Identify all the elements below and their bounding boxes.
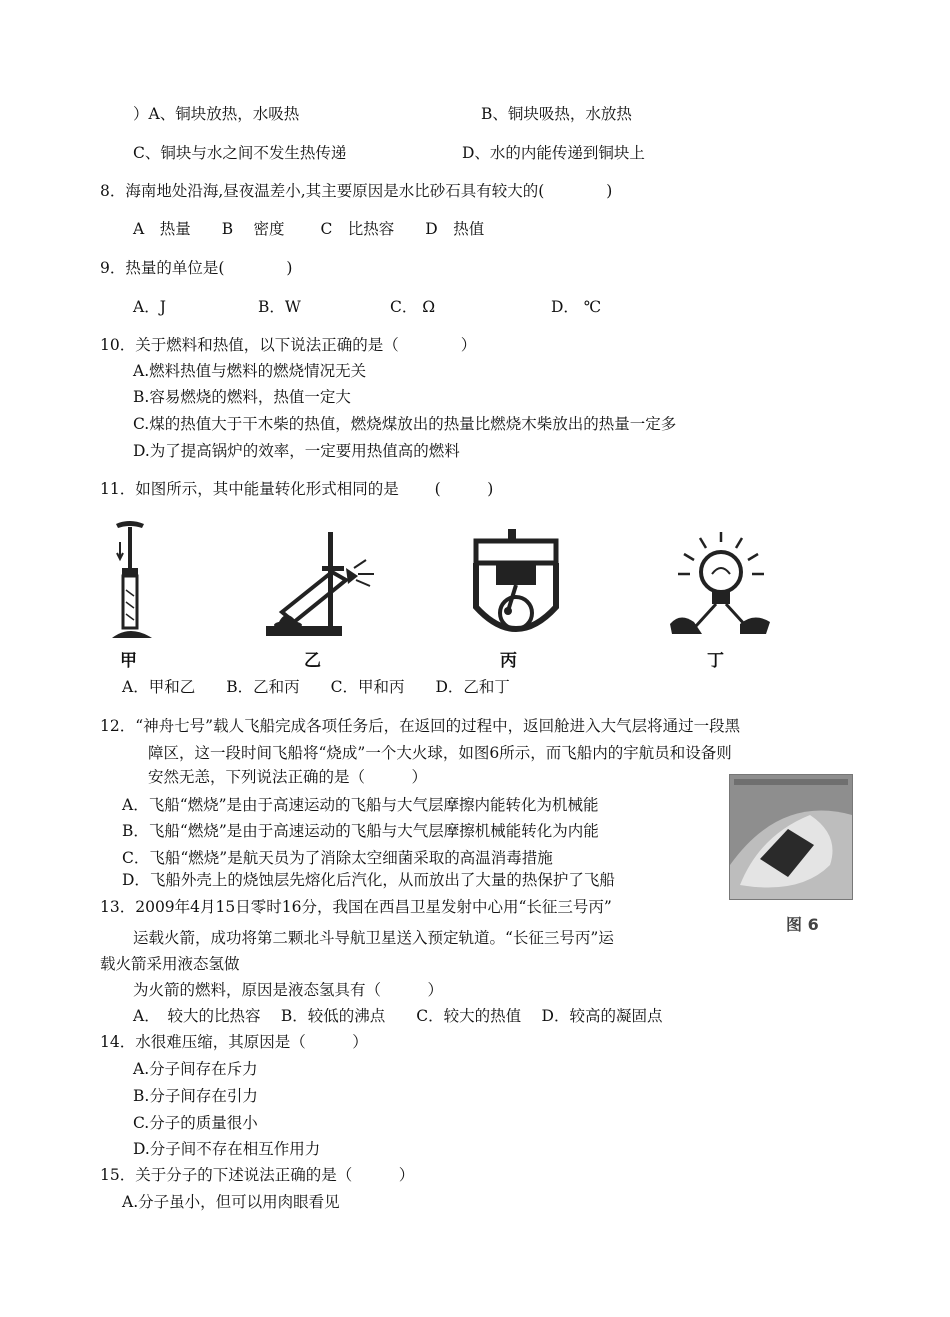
figure-jia-syringe xyxy=(108,520,158,645)
q12-stem-line1: 12．“神舟七号”载人飞船完成各项任务后，在返回的过程中，返回舱进入大气层将通过一段黑 xyxy=(100,717,741,735)
q12-stem-line3: 安然无恙，下列说法正确的是（ ） xyxy=(148,768,428,786)
figure-caption-jia: 甲 xyxy=(120,651,137,671)
q13-options: A． 较大的比热容 B．较低的沸点 C．较大的热值 D．较高的凝固点 xyxy=(133,1007,663,1025)
figure-6-label: 图 6 xyxy=(786,915,819,934)
q9-option-d: D． ℃ xyxy=(551,298,602,316)
q9-option-a: A．J xyxy=(133,298,166,316)
q8-stem: 8．海南地处沿海,昼夜温差小,其主要原因是水比砂石具有较大的( ) xyxy=(100,182,613,200)
q7-option-a: ）A、铜块放热，水吸热 xyxy=(133,105,300,123)
q10-option-d: D.为了提高锅炉的效率，一定要用热值高的燃料 xyxy=(133,442,460,460)
q12-option-d: D．飞船外壳上的烧蚀层先熔化后汽化，从而放出了大量的热保护了飞船 xyxy=(122,871,615,889)
figure-ding-light-bulb xyxy=(666,528,776,640)
q12-option-b: B．飞船“燃烧”是由于高速运动的飞船与大气层摩擦机械能转化为内能 xyxy=(122,822,599,840)
q14-option-b: B.分子间存在引力 xyxy=(133,1087,258,1105)
q13-stem-line2: 运载火箭，成功将第二颗北斗导航卫星送入预定轨道。“长征三号丙”运 xyxy=(133,929,614,947)
q12-option-a: A．飞船“燃烧”是由于高速运动的飞船与大气层摩擦内能转化为机械能 xyxy=(122,796,599,814)
q14-option-a: A.分子间存在斥力 xyxy=(133,1060,258,1078)
q9-stem: 9．热量的单位是( ) xyxy=(100,259,293,277)
figure-caption-yi: 乙 xyxy=(304,651,321,671)
figure-bing-engine xyxy=(472,527,560,643)
figure-caption-bing: 丙 xyxy=(500,651,517,671)
q12-option-c: C．飞船“燃烧”是航天员为了消除太空细菌采取的高温消毒措施 xyxy=(122,849,553,867)
q8-options: A 热量 B 密度 C 比热容 D 热值 xyxy=(133,220,485,238)
q12-stem-line2: 障区，这一段时间飞船将“烧成”一个大火球，如图6所示，而飞船内的宇航员和设备则 xyxy=(148,744,732,762)
q13-stem-line4: 为火箭的燃料，原因是液态氢具有（ ） xyxy=(133,981,444,999)
q9-option-c: C． Ω xyxy=(390,298,436,316)
q7-option-c: C、铜块与水之间不发生热传递 xyxy=(133,144,347,162)
q10-option-c: C.煤的热值大于干木柴的热值，燃烧煤放出的热量比燃烧木柴放出的热量一定多 xyxy=(133,415,677,433)
figure-6-spacecraft-photo xyxy=(729,774,853,900)
q11-stem: 11．如图所示，其中能量转化形式相同的是 ( ) xyxy=(100,480,494,498)
figure-caption-ding: 丁 xyxy=(707,651,724,671)
q7-option-d: D、水的内能传递到铜块上 xyxy=(462,144,645,162)
q10-option-a: A.燃料热值与燃料的燃烧情况无关 xyxy=(133,362,367,380)
q10-stem: 10．关于燃料和热值，以下说法正确的是（ ） xyxy=(100,336,477,354)
q14-stem: 14．水很难压缩，其原因是（ ） xyxy=(100,1033,368,1051)
q10-option-b: B.容易燃烧的燃料，热值一定大 xyxy=(133,388,351,406)
q15-stem: 15．关于分子的下述说法正确的是（ ） xyxy=(100,1166,415,1184)
q13-stem-line3: 载火箭采用液态氢做 xyxy=(100,955,240,973)
q9-option-b: B．W xyxy=(258,298,301,316)
q7-option-b: B、铜块吸热，水放热 xyxy=(481,105,632,123)
figure-yi-test-tube xyxy=(262,528,377,643)
q14-option-d: D.分子间不存在相互作用力 xyxy=(133,1140,321,1158)
q11-options: A．甲和乙 B．乙和丙 C．甲和丙 D．乙和丁 xyxy=(122,678,510,696)
q14-option-c: C.分子的质量很小 xyxy=(133,1114,258,1132)
q13-stem-line1: 13．2009年4月15日零时16分，我国在西昌卫星发射中心用“长征三号丙” xyxy=(100,898,612,916)
q15-option-a: A.分子虽小，但可以用肉眼看见 xyxy=(122,1193,340,1211)
